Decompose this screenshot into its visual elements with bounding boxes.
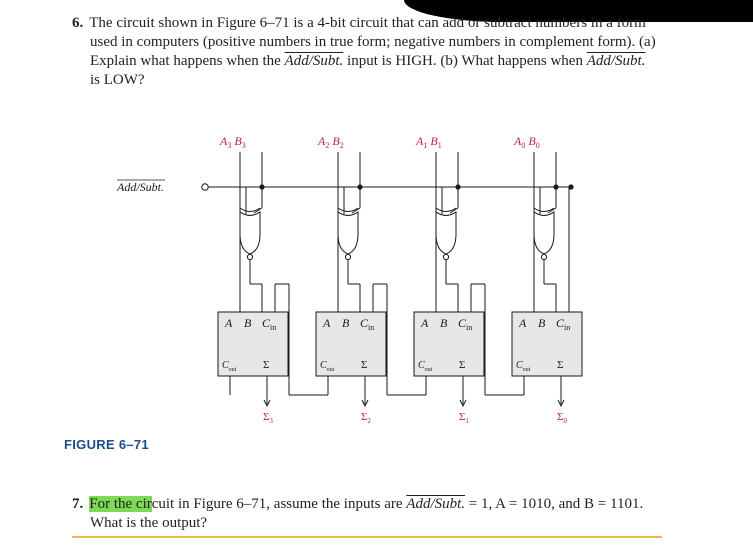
inversion-bubble <box>443 254 448 259</box>
pin-a: A <box>225 316 233 330</box>
pin-cout: $C_{out}$ <box>516 360 531 373</box>
pin-sum: Σ <box>557 359 564 371</box>
pin-b: B <box>244 316 252 330</box>
question-7-line-1b: = 1, A = 1010, and B = 1101. <box>465 496 644 512</box>
pin-a: A <box>323 316 331 330</box>
stage-0 <box>512 134 582 425</box>
stage-2 <box>316 134 426 425</box>
input-label-2: $A_2$ $B_2$ <box>318 134 344 150</box>
pin-cin: $C_{in}$ <box>556 316 571 332</box>
next-question-cutoff <box>72 536 662 546</box>
pin-sum: Σ <box>361 359 368 371</box>
question-6-line-4: is LOW? <box>90 72 145 88</box>
sum-output-1: $\Sigma_1$ <box>459 411 469 425</box>
add-subt-signal: Add/Subt. <box>586 53 646 69</box>
inversion-bubble <box>247 254 252 259</box>
input-label-3: $A_3$ $B_3$ <box>220 134 246 150</box>
pin-cin: $C_{in}$ <box>458 316 473 332</box>
input-label-1: $A_1$ $B_1$ <box>416 134 442 150</box>
pin-cin: $C_{in}$ <box>360 316 375 332</box>
question-6-number: 6. <box>72 15 84 31</box>
highlighted-text: For the cir <box>89 496 152 512</box>
stage-3 <box>218 134 328 425</box>
question-7-line-1a: cuit in Figure 6–71, assume the inputs are <box>151 496 407 512</box>
pin-cout: $C_{out}$ <box>222 360 237 373</box>
sum-output-0: $\Sigma_0$ <box>557 411 567 425</box>
figure-label: FIGURE 6–71 <box>64 437 149 452</box>
pin-a: A <box>519 316 527 330</box>
xor-gate <box>338 212 358 254</box>
question-7-number: 7. <box>72 496 84 512</box>
control-input-label: Add/Subt. <box>117 180 164 194</box>
xor-gate <box>240 212 260 254</box>
sum-output-2: $\Sigma_2$ <box>361 411 371 425</box>
input-label-0: $A_0$ $B_0$ <box>514 134 540 150</box>
xor-gate <box>534 212 554 254</box>
question-7 <box>72 495 712 533</box>
question-6-line-3a: Explain what happens when the <box>90 53 285 69</box>
question-7-line-2: What is the output? <box>90 515 208 531</box>
add-subt-signal: Add/Subt. <box>284 53 344 69</box>
add-subt-signal: Add/Subt. <box>406 496 466 512</box>
question-6-line-3b: input is HIGH. (b) What happens when <box>343 53 587 69</box>
pin-b: B <box>538 316 546 330</box>
stage-1 <box>414 134 524 425</box>
xor-gate <box>436 212 456 254</box>
question-6-line-2: used in computers (positive numbers in true form; negative numbers in complement form). (a) <box>90 34 656 50</box>
pin-sum: Σ <box>263 359 270 371</box>
pin-b: B <box>440 316 448 330</box>
sum-output-3: $\Sigma_3$ <box>263 411 273 425</box>
control-input-terminal <box>202 184 208 190</box>
pin-cout: $C_{out}$ <box>320 360 335 373</box>
pin-cin: $C_{in}$ <box>262 316 277 332</box>
pin-b: B <box>342 316 350 330</box>
pin-cout: $C_{out}$ <box>418 360 433 373</box>
inversion-bubble <box>345 254 350 259</box>
pin-sum: Σ <box>459 359 466 371</box>
question-6-line-1: The circuit shown in Figure 6–71 is a 4-bit circuit that can add or subtract numbers in a form <box>89 15 646 31</box>
inversion-bubble <box>541 254 546 259</box>
pin-a: A <box>421 316 429 330</box>
